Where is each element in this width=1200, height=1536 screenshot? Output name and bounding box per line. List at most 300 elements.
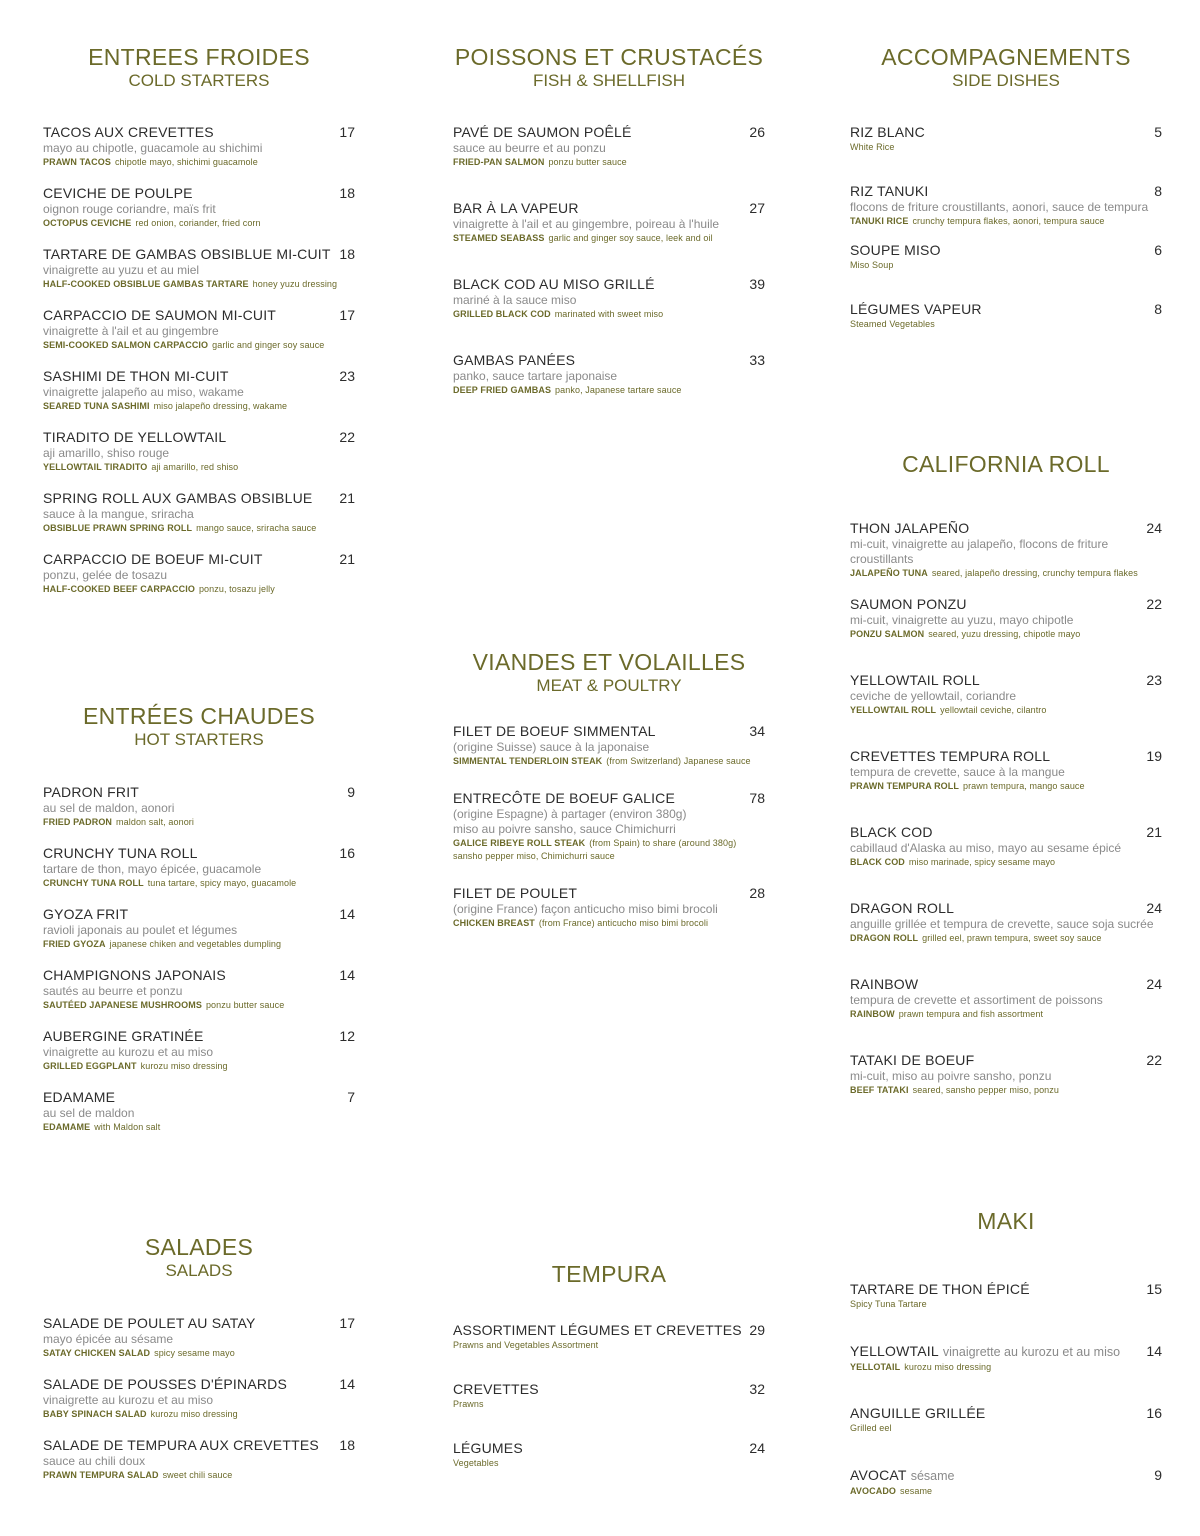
item-description-line2: croustillants [850,552,914,566]
item-name-text: AUBERGINE GRATINÉE [43,1028,204,1044]
item-english-name: DRAGON ROLL [850,933,919,943]
item-english-name: SAUTÉED JAPANESE MUSHROOMS [43,1000,202,1010]
item-description: anguille grillée et tempura de crevette, sauce soja sucrée [850,917,1154,931]
item-description: mayo épicée au sésame [43,1332,174,1346]
item-english-name: YELLOWTAIL TIRADITO [43,462,148,472]
item-english-line [43,816,355,829]
item-english-line [43,278,355,291]
item-row [43,784,355,801]
item-english-line [453,755,765,768]
item-description: sauce à la mangue, sriracha [43,507,194,521]
item-price: 16 [339,845,355,861]
item-name [453,885,577,902]
item-name-text: SALADE DE POULET AU SATAY [43,1315,256,1331]
menu-item [850,1467,1162,1529]
item-name-text: ASSORTIMENT LÉGUMES ET CREVETTES [453,1322,742,1338]
item-name [850,183,929,200]
item-english-name: OCTOPUS CEVICHE [43,218,132,228]
item-english-name: SEARED TUNA SASHIMI [43,401,150,411]
item-name [43,368,229,385]
item-row [850,183,1162,200]
item-english-line [43,583,355,596]
item-row [43,307,355,324]
menu-item [850,824,1162,900]
menu-item [453,723,765,768]
item-name [850,596,967,613]
item-row [43,1028,355,1045]
item-name-text: GYOZA FRIT [43,906,129,922]
item-price: 24 [1146,520,1162,536]
section-subtitle: SALADS [165,1261,233,1280]
item-english-line [850,704,1162,717]
item-name-text: SAUMON PONZU [850,596,967,612]
item-name-text: CHAMPIGNONS JAPONAIS [43,967,226,983]
section-header [850,451,1162,477]
item-description: vinaigrette jalapeño au miso, wakame [43,385,244,399]
item-english-description: grilled eel, prawn tempura, sweet soy sauce [922,933,1102,943]
item-price: 15 [1146,1281,1162,1297]
item-english-line [43,1060,355,1073]
item-list [453,1322,765,1499]
item-price: 28 [749,885,765,901]
item-english-description: prawn tempura and fish assortment [898,1009,1044,1019]
item-name [453,790,675,807]
item-name-text: YELLOWTAIL [850,1343,939,1359]
item-name [43,307,276,324]
item-english-name: BLACK COD [850,857,905,867]
item-row [43,1315,355,1332]
item-name [43,246,331,263]
item-description: vinaigrette à l'ail et au gingembre [43,324,219,338]
item-price: 23 [339,368,355,384]
item-english-name: OBSIBLUE PRAWN SPRING ROLL [43,523,193,533]
section-header [43,1234,355,1282]
section-title: MAKI [977,1208,1035,1234]
item-name-text: ENTRECÔTE DE BOEUF GALICE [453,790,676,806]
item-price: 27 [749,200,765,216]
item-list [453,124,765,428]
item-name [43,429,226,446]
item-english-name: Miso Soup [850,260,894,270]
menu-item [850,183,1162,242]
item-price: 21 [339,490,355,506]
item-english-name: HALF-COOKED OBSIBLUE GAMBAS TARTARE [43,279,249,289]
section-header [453,1261,765,1287]
item-english-description: maldon salt, aonori [116,817,194,827]
menu-item [850,124,1162,183]
item-name [43,1315,255,1332]
menu-item [43,967,355,1028]
menu-item [43,246,355,307]
item-description: aji amarillo, shiso rouge [43,446,170,460]
item-price: 14 [339,906,355,922]
item-description: mi-cuit, vinaigrette au yuzu, mayo chipotle [850,613,1074,627]
item-name [453,124,632,141]
item-name [43,967,226,984]
section-salads [43,1234,355,1498]
section-header [43,44,355,92]
item-description: tartare de thon, mayo épicée, guacamole [43,862,262,876]
item-description: sautés au beurre et ponzu [43,984,183,998]
item-row [43,185,355,202]
item-english-line [43,461,355,474]
item-english-name: PONZU SALMON [850,629,925,639]
item-row [43,429,355,446]
menu-item [43,1376,355,1437]
item-english-description: seared, sansho pepper miso, ponzu [912,1085,1059,1095]
item-description: ceviche de yellowtail, coriandre [850,689,1017,703]
item-english-line [850,1084,1162,1097]
menu-item [43,1315,355,1376]
item-english-description: (from Switzerland) Japanese sauce [606,756,751,766]
section-subtitle: SIDE DISHES [952,71,1060,90]
item-english-line [453,308,765,321]
menu-item [453,124,765,200]
item-english-line [453,384,765,397]
menu-item [850,1281,1162,1343]
item-row [43,1437,355,1454]
item-name [850,520,969,537]
item-inline-description: vinaigrette au kurozu et au miso [942,1345,1121,1359]
item-english-name: TANUKI RICE [850,216,909,226]
item-english-line [43,1121,355,1134]
item-english-description: red onion, coriander, fried corn [135,218,261,228]
item-description: au sel de maldon [43,1106,135,1120]
item-description-line2: miso au poivre sansho, sauce Chimichurri [453,822,676,836]
menu-item [43,845,355,906]
item-row [453,1322,765,1339]
item-price: 78 [749,790,765,806]
menu-item [850,596,1162,672]
menu-item [453,1322,765,1381]
item-name [43,906,128,923]
item-name-text: EDAMAME [43,1089,116,1105]
item-row [850,242,1162,259]
item-name-text: RIZ BLANC [850,124,925,140]
item-description: ponzu, gelée de tosazu [43,568,168,582]
item-english-line [850,1361,1162,1374]
item-price: 19 [1146,748,1162,764]
item-english-line [850,1008,1162,1021]
item-price: 18 [339,185,355,201]
section-meat-poultry [453,649,765,952]
item-description: (origine France) façon anticucho miso bimi brocoli [453,902,718,916]
item-name [453,723,656,740]
item-english-description: panko, Japanese tartare sauce [555,385,682,395]
item-description: (origine Espagne) à partager (environ 380g) [453,807,687,821]
item-english-name: AVOCADO [850,1486,897,1496]
item-description: mi-cuit, vinaigrette au jalapeño, flocons de friture [850,537,1109,551]
item-row [453,885,765,902]
item-description: tempura de crevette, sauce à la mangue [850,765,1065,779]
item-price: 21 [339,551,355,567]
item-description: mayo au chipotle, guacamole au shichimi [43,141,263,155]
item-row [43,490,355,507]
menu-item [43,1028,355,1089]
menu-item [850,976,1162,1052]
item-name [850,1343,1120,1361]
item-price: 24 [1146,976,1162,992]
item-name-text: BLACK COD AU MISO GRILLÉ [453,276,655,292]
section-title: TEMPURA [551,1261,667,1287]
item-english-description: crunchy tempura flakes, aonori, tempura sauce [912,216,1105,226]
item-price: 17 [339,124,355,140]
item-price: 12 [339,1028,355,1044]
item-english-line [850,780,1162,793]
item-name-text: AVOCAT [850,1467,907,1483]
section-subtitle: HOT STARTERS [134,730,264,749]
item-english-name: Spicy Tuna Tartare [850,1299,927,1309]
item-english-description: mango sauce, sriracha sauce [196,523,317,533]
item-name-text: PADRON FRIT [43,784,140,800]
item-english-name: FRIED GYOZA [43,939,106,949]
item-description: ravioli japonais au poulet et légumes [43,923,238,937]
item-name [850,1405,985,1422]
item-name-text: CEVICHE DE POULPE [43,185,193,201]
item-row [43,1376,355,1393]
item-english-description: (from Spain) to share (around 380g) [589,838,737,848]
item-description: vinaigrette à l'ail et au gingembre, poireau à l'huile [453,217,720,231]
menu-item [43,1437,355,1498]
item-english-name: FRIED-PAN SALMON [453,157,545,167]
item-row [850,301,1162,318]
item-english-name: HALF-COOKED BEEF CARPACCIO [43,584,195,594]
item-english-description: ponzu butter sauce [205,1000,285,1010]
item-row [850,124,1162,141]
item-row [43,551,355,568]
item-row [850,1052,1162,1069]
item-price: 21 [1146,824,1162,840]
menu-item [850,520,1162,596]
item-name [43,490,312,507]
item-english-line [43,156,355,169]
section-title: ENTREES FROIDES [88,44,310,70]
item-list [850,1281,1162,1529]
item-description: vinaigrette au kurozu et au miso [43,1045,214,1059]
menu-item [453,352,765,428]
item-english-description: kurozu miso dressing [904,1362,992,1372]
menu-item [43,906,355,967]
menu-item [453,1440,765,1499]
item-row [43,246,355,263]
item-price: 14 [339,967,355,983]
item-name [850,672,980,689]
item-english-line [43,400,355,413]
item-name-text: CARPACCIO DE BOEUF MI-CUIT [43,551,263,567]
item-price: 18 [339,246,355,262]
item-name-text: TACOS AUX CREVETTES [43,124,214,140]
item-name [43,1028,203,1045]
item-description: flocons de friture croustillants, aonori, sauce de tempura [850,200,1149,214]
item-english-description: (from France) anticucho miso bimi brocoli [538,918,709,928]
item-row [453,200,765,217]
menu-item [453,200,765,276]
menu-item [850,672,1162,748]
item-name-text: TATAKI DE BOEUF [850,1052,975,1068]
item-name [453,1322,742,1339]
item-english-name: FRIED PADRON [43,817,113,827]
item-price: 24 [1146,900,1162,916]
item-english-line [43,522,355,535]
item-price: 8 [1154,183,1162,199]
item-name [453,352,575,369]
item-price: 24 [749,1440,765,1456]
menu-item [850,301,1162,360]
item-list [43,784,355,1150]
item-english-description: ponzu butter sauce [548,157,627,167]
item-price: 22 [339,429,355,445]
item-row [850,596,1162,613]
item-english-description: japanese chiken and vegetables dumpling [109,939,282,949]
item-name [850,748,1050,765]
item-row [43,124,355,141]
menu-item [43,429,355,490]
item-name [43,185,193,202]
item-english-name: Prawns and Vegetables Assortment [453,1340,599,1350]
menu-item [43,185,355,246]
item-price: 9 [347,784,355,800]
item-english-line [453,232,765,245]
menu-item [43,307,355,368]
item-name-text: RIZ TANUKI [850,183,929,199]
item-list [850,520,1162,1128]
section-header [43,703,355,751]
item-english-description: prawn tempura, mango sauce [962,781,1085,791]
item-row [43,906,355,923]
section-maki [850,1208,1162,1529]
menu-item [43,551,355,612]
item-name-text: GAMBAS PANÉES [453,352,576,368]
item-english-line [43,938,355,951]
item-english-line [850,856,1162,869]
item-name-text: LÉGUMES VAPEUR [850,301,982,317]
item-list [850,124,1162,360]
item-english-description: miso marinade, spicy sesame mayo [908,857,1056,867]
section-side-dishes [850,44,1162,360]
item-description: oignon rouge coriandre, maïs frit [43,202,216,216]
item-row [453,1381,765,1398]
item-english-line [43,877,355,890]
item-name [43,124,214,141]
menu-item [453,276,765,352]
item-english-description: yellowtail ceviche, cilantro [940,705,1047,715]
section-title: ACCOMPAGNEMENTS [881,44,1131,70]
item-name-text: TIRADITO DE YELLOWTAIL [43,429,227,445]
item-name [850,1467,954,1485]
item-name [43,1089,115,1106]
item-english-line [453,156,765,169]
section-fish-shellfish [453,44,765,428]
item-english-name: SEMI-COOKED SALMON CARPACCIO [43,340,209,350]
item-english-line [43,217,355,230]
item-english-line [850,628,1162,641]
menu-item [453,1381,765,1440]
item-name [850,900,954,917]
item-list [453,723,765,930]
item-price: 17 [339,1315,355,1331]
section-header [850,1208,1162,1234]
section-subtitle: COLD STARTERS [128,71,270,90]
item-name-text: SALADE DE TEMPURA AUX CREVETTES [43,1437,319,1453]
item-name-text: CARPACCIO DE SAUMON MI-CUIT [43,307,277,323]
item-row [453,352,765,369]
item-english-name: STEAMED SEABASS [453,233,545,243]
item-name-text: YELLOWTAIL ROLL [850,672,980,688]
section-header [850,44,1162,92]
menu-item [850,1343,1162,1405]
item-english-name: Vegetables [453,1458,499,1468]
item-row [850,748,1162,765]
item-price: 17 [339,307,355,323]
item-english-name: PRAWN TACOS [43,157,111,167]
item-english-name: YELLOWTAIL ROLL [850,705,937,715]
item-name-text: THON JALAPEÑO [850,520,970,536]
item-english-line [850,567,1162,580]
item-english-description: aji amarillo, red shiso [151,462,239,472]
item-english-line [43,339,355,352]
item-english-line [453,837,765,850]
item-english-name: JALAPEÑO TUNA [850,568,928,578]
menu-item [43,1089,355,1150]
item-name [453,1440,523,1457]
item-price: 39 [749,276,765,292]
item-row [850,672,1162,689]
item-name-text: TARTARE DE THON ÉPICÉ [850,1281,1030,1297]
item-english-name: SIMMENTAL TENDERLOIN STEAK [453,756,603,766]
item-price: 26 [749,124,765,140]
item-list [43,124,355,612]
item-english-name: GRILLED BLACK COD [453,309,551,319]
item-name [453,1381,539,1398]
item-english-line [850,1485,1162,1498]
item-name-text: SASHIMI DE THON MI-CUIT [43,368,229,384]
item-price: 14 [339,1376,355,1392]
item-price: 8 [1154,301,1162,317]
item-row [850,1281,1162,1298]
item-name-text: FILET DE BOEUF SIMMENTAL [453,723,656,739]
item-english-name: BABY SPINACH SALAD [43,1409,147,1419]
item-name-text: ANGUILLE GRILLÉE [850,1405,986,1421]
menu-item [850,1405,1162,1467]
item-english-name: Grilled eel [850,1423,892,1433]
menu-item [850,748,1162,824]
menu-item [850,900,1162,976]
item-row [850,1343,1162,1361]
item-english-description: honey yuzu dressing [252,279,338,289]
item-price: 34 [749,723,765,739]
section-header [453,649,765,697]
item-description: vinaigrette au kurozu et au miso [43,1393,214,1407]
section-california-roll [850,451,1162,1128]
item-price: 23 [1146,672,1162,688]
item-english-name: CHICKEN BREAST [453,918,535,928]
item-name [453,200,579,217]
item-english-description: chipotle mayo, shichimi guacamole [114,157,258,167]
item-english-name: Prawns [453,1399,484,1409]
item-english-description: kurozu miso dressing [150,1409,238,1419]
item-english-line [43,999,355,1012]
menu-item [43,368,355,429]
section-title: ENTRÉES CHAUDES [83,703,315,729]
item-name [850,1052,974,1069]
item-price: 16 [1146,1405,1162,1421]
item-english-description: garlic and ginger soy sauce [212,340,325,350]
item-row [453,790,765,807]
item-name [850,1281,1030,1298]
section-title: CALIFORNIA ROLL [902,451,1110,477]
item-name [850,242,941,259]
item-english-description: seared, jalapeño dressing, crunchy tempura flakes [931,568,1138,578]
